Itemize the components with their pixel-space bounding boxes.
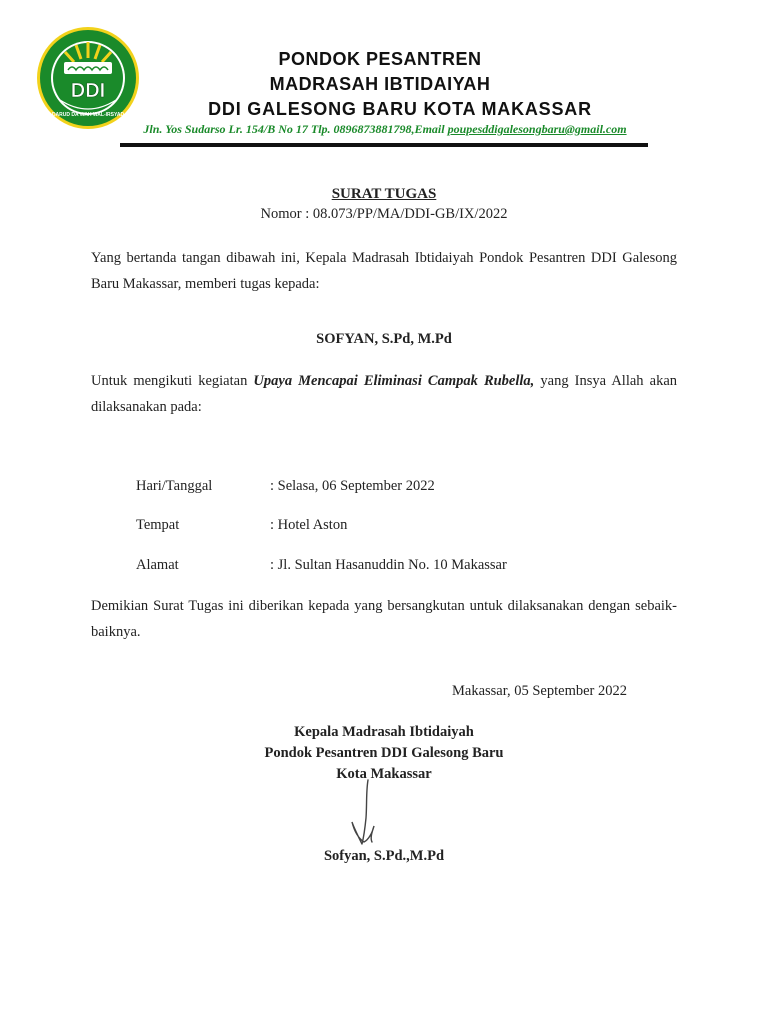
letterhead-line-1: PONDOK PESANTREN	[278, 49, 482, 69]
detail-value: : Jl. Sultan Hasanuddin No. 10 Makassar	[270, 557, 507, 573]
signatory-title-line-3: Kota Makassar	[336, 766, 432, 782]
signatory-title-line-2: Pondok Pesantren DDI Galesong Baru	[264, 745, 504, 761]
ddi-logo	[36, 26, 140, 130]
letterhead-address	[100, 122, 670, 137]
detail-row-place	[136, 517, 347, 534]
email-link[interactable]: poupesddigalesongbaru@gmail.com	[447, 122, 627, 136]
activity-name: Upaya Mencapai Eliminasi Campak Rubella,	[253, 373, 535, 389]
place-date: Makassar, 05 September 2022	[452, 683, 627, 699]
detail-value: : Selasa, 06 September 2022	[270, 478, 435, 494]
logo-text: DDI	[70, 80, 106, 102]
handwritten-signature	[322, 778, 406, 850]
signatory-title-line-1: Kepala Madrasah Ibtidaiyah	[294, 724, 474, 740]
letter-number: Nomor : 08.073/PP/MA/DDI-GB/IX/2022	[260, 206, 508, 222]
letter-title: SURAT TUGAS	[331, 186, 437, 202]
letterhead-divider	[120, 143, 648, 147]
detail-value: : Hotel Aston	[270, 517, 348, 533]
letterhead-line-2: MADRASAH IBTIDAIYAH	[269, 74, 491, 94]
detail-row-date	[136, 478, 435, 495]
signatory-name: Sofyan, S.Pd.,M.Pd	[323, 848, 445, 864]
detail-label: Tempat	[136, 517, 180, 533]
logo-ring-text: DARUD DA'WAH WAL-IRSYAD	[51, 112, 125, 118]
purpose-prefix: Untuk mengikuti kegiatan	[91, 373, 254, 389]
intro-paragraph: Yang bertanda tangan dibawah ini, Kepala Madrasah Ibtidaiyah Pondok Pesantren DDI Galesong Baru Makassar, memberi tugas kepada:	[91, 250, 677, 292]
purpose-suffix: yang Insya Allah akan dilaksanakan pada:	[91, 373, 677, 415]
detail-row-address	[136, 557, 507, 574]
detail-label: Hari/Tanggal	[136, 478, 213, 494]
letterhead-line-3: DDI GALESONG BARU KOTA MAKASSAR	[208, 99, 592, 119]
detail-label: Alamat	[136, 557, 179, 573]
closing-paragraph: Demikian Surat Tugas ini diberikan kepada yang bersangkutan untuk dilaksanakan dengan sebaik-baiknya.	[91, 598, 677, 640]
assignee-name: SOFYAN, S.Pd, M.Pd	[316, 331, 452, 347]
address-text: Jln. Yos Sudarso Lr. 154/B No 17 Tlp. 0896873881798,Email	[143, 122, 448, 136]
purpose-paragraph	[91, 368, 677, 420]
